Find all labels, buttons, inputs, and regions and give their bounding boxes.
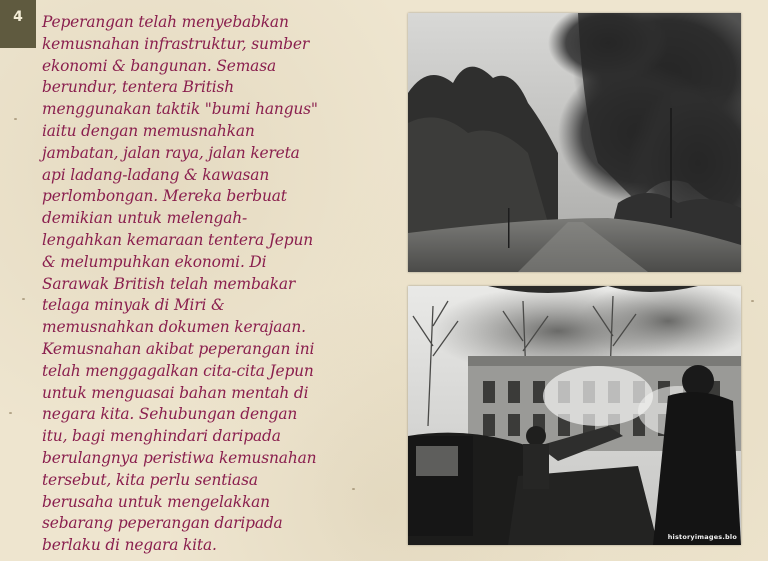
text-line: itu, bagi menghindari daripada — [42, 427, 281, 446]
text-line: negara kita. Sehubungan dengan — [42, 405, 298, 424]
text-line: Peperangan telah menyebabkan — [42, 13, 289, 31]
paper-speck — [14, 118, 17, 120]
text-line: Sarawak British telah membakar — [42, 274, 296, 293]
text-line: demikian untuk melengah- — [42, 209, 248, 228]
page-number: 4 — [13, 9, 23, 25]
burning-building-photo-image — [408, 286, 741, 545]
text-line: api ladang-ladang & kawasan — [42, 165, 270, 184]
body-paragraph — [42, 12, 402, 557]
text-line: ekonomi & bangunan. Semasa — [42, 56, 276, 75]
text-line: lengahkan kemaraan tentera Jepun — [42, 230, 313, 249]
photo-watermark: historyimages.blo — [667, 533, 737, 541]
text-line: jambatan, jalan raya, jalan kereta — [42, 143, 300, 162]
text-line: memusnahkan dokumen kerajaan. — [42, 318, 306, 337]
text-line: kemusnahan infrastruktur, sumber — [42, 34, 310, 53]
text-line: berlaku di negara kita. — [42, 536, 217, 555]
text-line: Kemusnahan akibat peperangan ini — [42, 339, 315, 358]
text-line: & melumpuhkan ekonomi. Di — [42, 252, 267, 271]
text-line: menggunakan taktik "bumi hangus" — [42, 100, 318, 119]
paper-speck — [9, 412, 12, 414]
text-line: iaitu dengan memusnahkan — [42, 121, 255, 140]
scorched-earth-photo-image — [408, 13, 741, 272]
text-line: tersebut, kita perlu sentiasa — [42, 470, 258, 489]
text-line: telaga minyak di Miri & — [42, 296, 225, 315]
paper-speck — [22, 298, 25, 300]
text-line: berundur, tentera British — [42, 78, 235, 97]
burning-building-photo — [408, 286, 741, 545]
text-line: untuk menguasai bahan mentah di — [42, 383, 309, 402]
paper-speck — [751, 300, 754, 302]
scorched-earth-photo — [408, 13, 741, 272]
text-line: sebarang peperangan daripada — [42, 514, 283, 533]
text-line: berulangnya peristiwa kemusnahan — [42, 448, 317, 467]
text-line: berusaha untuk mengelakkan — [42, 492, 270, 511]
text-line: perlombongan. Mereka berbuat — [42, 187, 287, 206]
paper-speck — [352, 488, 355, 490]
text-line: telah menggagalkan cita-cita Jepun — [42, 361, 314, 380]
page-number-badge — [0, 0, 36, 48]
